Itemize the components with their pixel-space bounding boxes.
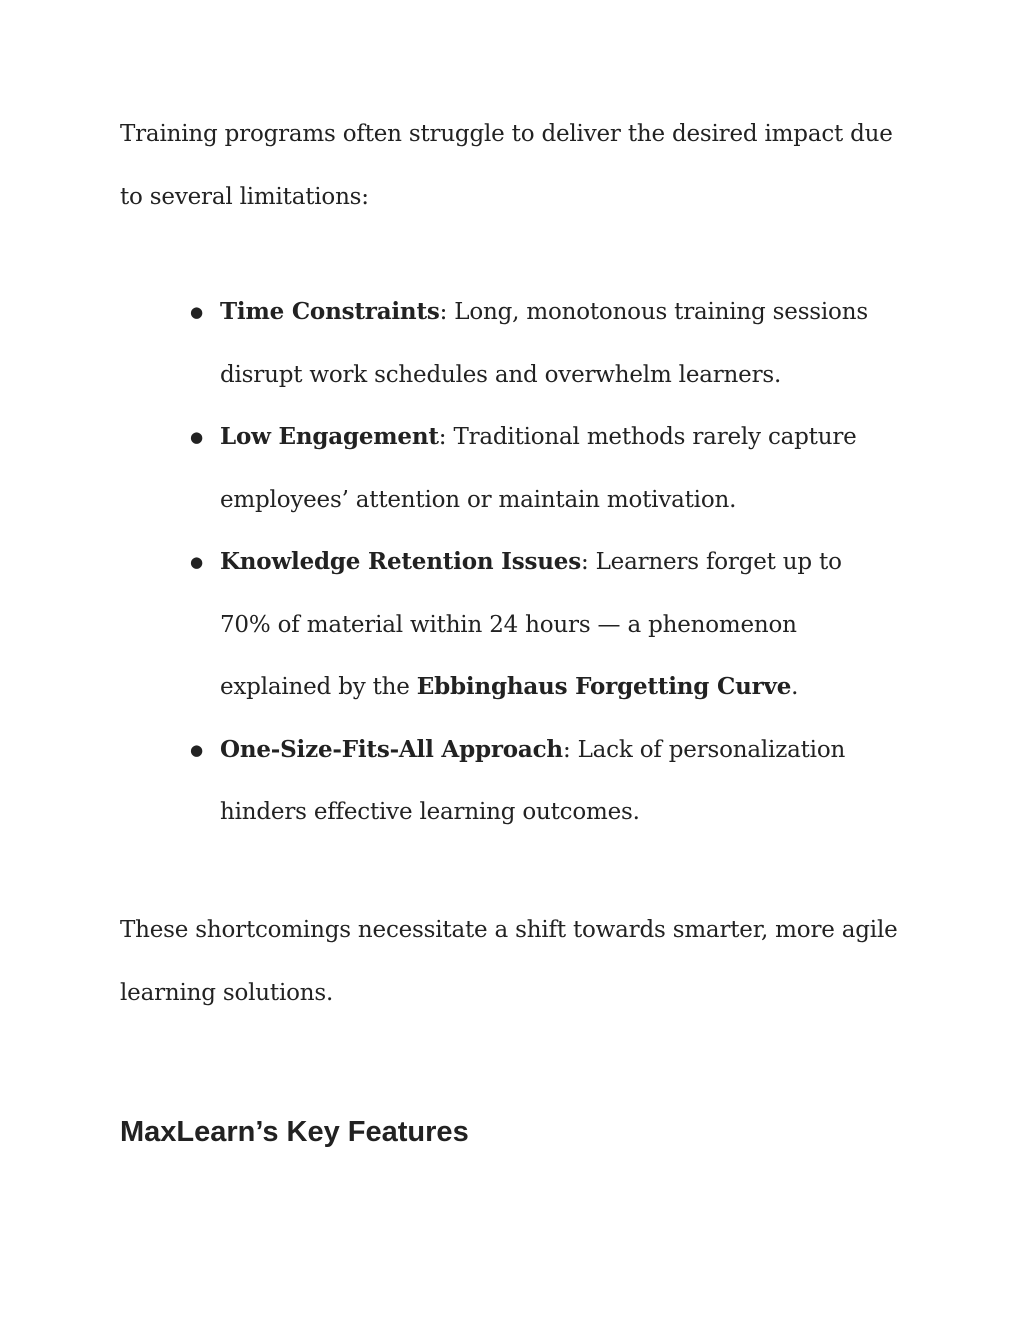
desc-knowledge-retention: : Learners forget up to 70% of material within 24 hours — a phenomenon explained by the [220, 549, 842, 700]
bullet-icon: ● [190, 303, 203, 321]
limitations-list [190, 281, 890, 844]
bullet-icon: ● [190, 740, 203, 759]
section-heading: MaxLearn’s Key Features [120, 1116, 469, 1148]
list-item-knowledge-retention [190, 531, 890, 719]
desc-one-size: : Lack of personalization hinders effective learning outcomes. [220, 736, 846, 825]
desc-knowledge-retention-end: . [791, 674, 799, 700]
list-item-low-engagement [190, 406, 890, 531]
term-time-constraints: Time Constraints [220, 298, 440, 325]
bullet-icon: ● [190, 428, 203, 446]
list-item-one-size [190, 719, 890, 844]
term-one-size: One-Size-Fits-All Approach [220, 735, 563, 763]
term-ebbinghaus-curve: Ebbinghaus Forgetting Curve [416, 673, 792, 700]
desc-time-constraints: : Long, monotonous training sessions disrupt work schedules and overwhelm learners. [220, 299, 868, 388]
term-knowledge-retention: Knowledge Retention Issues [220, 548, 581, 575]
intro-paragraph: Training programs often struggle to deliver the desired impact due to several limitations: [120, 121, 893, 210]
bullet-icon: ● [190, 553, 203, 571]
term-low-engagement: Low Engagement [220, 423, 439, 450]
list-item-time-constraints [190, 281, 890, 406]
desc-low-engagement: : Traditional methods rarely capture employees’ attention or maintain motivation. [220, 424, 857, 513]
conclusion-paragraph: These shortcomings necessitate a shift towards smarter, more agile learning solutions. [120, 917, 898, 1006]
